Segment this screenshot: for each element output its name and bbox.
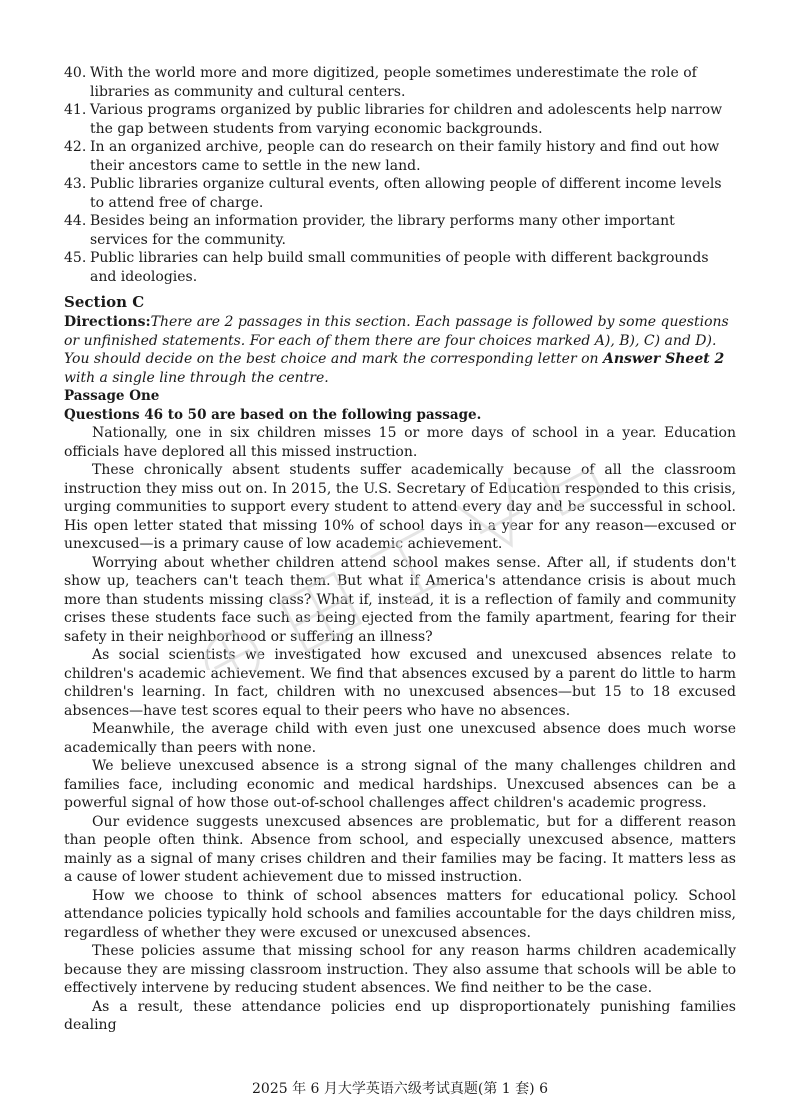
exam-page: [64, 64, 736, 1035]
question-number: 45.: [64, 250, 87, 266]
passage-paragraph: These chronically absent students suffer academically because of all the classroom instruction they miss out on. In 2015, the U.S. Secretary of Education responded to this crisis, urging communities to support every student to attend every day and be successful in school. His open letter stated that missing 10% of school days in a year for any reason—excused or unexcused—is a primary cause of low academic achievement.: [64, 462, 736, 552]
directions-label: Directions:: [64, 314, 151, 330]
question-item: [64, 64, 736, 101]
answer-sheet-label: Answer Sheet 2: [602, 351, 725, 367]
question-number: 42.: [64, 139, 87, 155]
directions: [64, 313, 736, 387]
question-text: Various programs organized by public libraries for children and adolescents help narrow the gap between students from varying economic backgrounds.: [90, 102, 723, 137]
question-list: [64, 64, 736, 286]
directions-text: There are 2 passages in this section. Each passage is followed by some questions or unfinished statements. For each of them there are four choices marked A), B), C) and D). You should decide on the best choice and mark the corresponding letter on: [64, 314, 729, 367]
question-number: 43.: [64, 176, 87, 192]
passage-paragraph: As social scientists we investigated how excused and unexcused absences relate to children's academic achievement. We find that absences excused by a parent do little to harm children's learning. In fact, children with no unexcused absences—but 15 to 18 excused absences—have test scores equal to their peers who have no absences.: [64, 647, 736, 719]
question-number: 44.: [64, 213, 87, 229]
question-text: Public libraries organize cultural events, often allowing people of different income levels to attend free of charge.: [90, 176, 722, 211]
question-item: [64, 138, 736, 175]
passage-paragraph: These policies assume that missing school for any reason harms children academically because they are missing classroom instruction. They also assume that schools will be able to effectively intervene by reducing student absences. We find neither to be the case.: [64, 943, 736, 996]
passage-paragraph: Nationally, one in six children misses 15 or more days of school in a year. Education officials have deplored all this missed instruction.: [64, 425, 736, 460]
question-item: [64, 249, 736, 286]
question-text: Besides being an information provider, the library performs many other important services for the community.: [90, 213, 675, 248]
question-text: Public libraries can help build small communities of people with different backgrounds and ideologies.: [90, 250, 709, 285]
question-text: In an organized archive, people can do research on their family history and find out how their ancestors came to settle in the new land.: [90, 139, 720, 174]
section-title: Section C: [64, 293, 145, 311]
passage-paragraph: Meanwhile, the average child with even just one unexcused absence does much worse academically than peers with none.: [64, 721, 736, 756]
passage-paragraph: Worrying about whether children attend school makes sense. After all, if students don't show up, teachers can't teach them. But what if America's attendance crisis is about much more than students missing class? What if, instead, it is a reflection of family and community crises these students face such as being ejected from the family apartment, fearing for their safety in their neighborhood or suffering an illness?: [64, 554, 736, 645]
passage-title: Passage One: [64, 388, 160, 404]
question-item: [64, 212, 736, 249]
question-text: With the world more and more digitized, people sometimes underestimate the role of libraries as community and cultural centers.: [90, 65, 697, 100]
question-number: 40.: [64, 65, 87, 81]
question-number: 41.: [64, 102, 87, 118]
passage-subtitle: Questions 46 to 50 are based on the following passage.: [64, 406, 482, 423]
page-footer: 2025 年 6 月大学英语六级考试真题(第 1 套) 6: [252, 1081, 548, 1097]
question-item: [64, 175, 736, 212]
passage-paragraph: As a result, these attendance policies end up disproportionately punishing families dealing: [64, 998, 736, 1033]
passage-body: [64, 424, 736, 1035]
passage-paragraph: How we choose to think of school absences matters for educational policy. School attendance policies typically hold schools and families accountable for the days children miss, regardless of whether they were excused or unexcused absences.: [64, 887, 736, 941]
directions-text-end: with a single line through the centre.: [64, 369, 329, 386]
passage-paragraph: Our evidence suggests unexcused absences are problematic, but for a different reason than people often think. Absence from school, and especially unexcused absence, matters mainly as a signal of many crises children and their families may be facing. It matters less as a cause of lower student achievement due to missed instruction.: [64, 813, 736, 885]
passage-paragraph: We believe unexcused absence is a strong signal of the many challenges children and families face, including economic and medical hardships. Unexcused absences can be a powerful signal of how those out-of-school challenges affect children's academic progress.: [64, 758, 736, 811]
question-item: [64, 101, 736, 138]
